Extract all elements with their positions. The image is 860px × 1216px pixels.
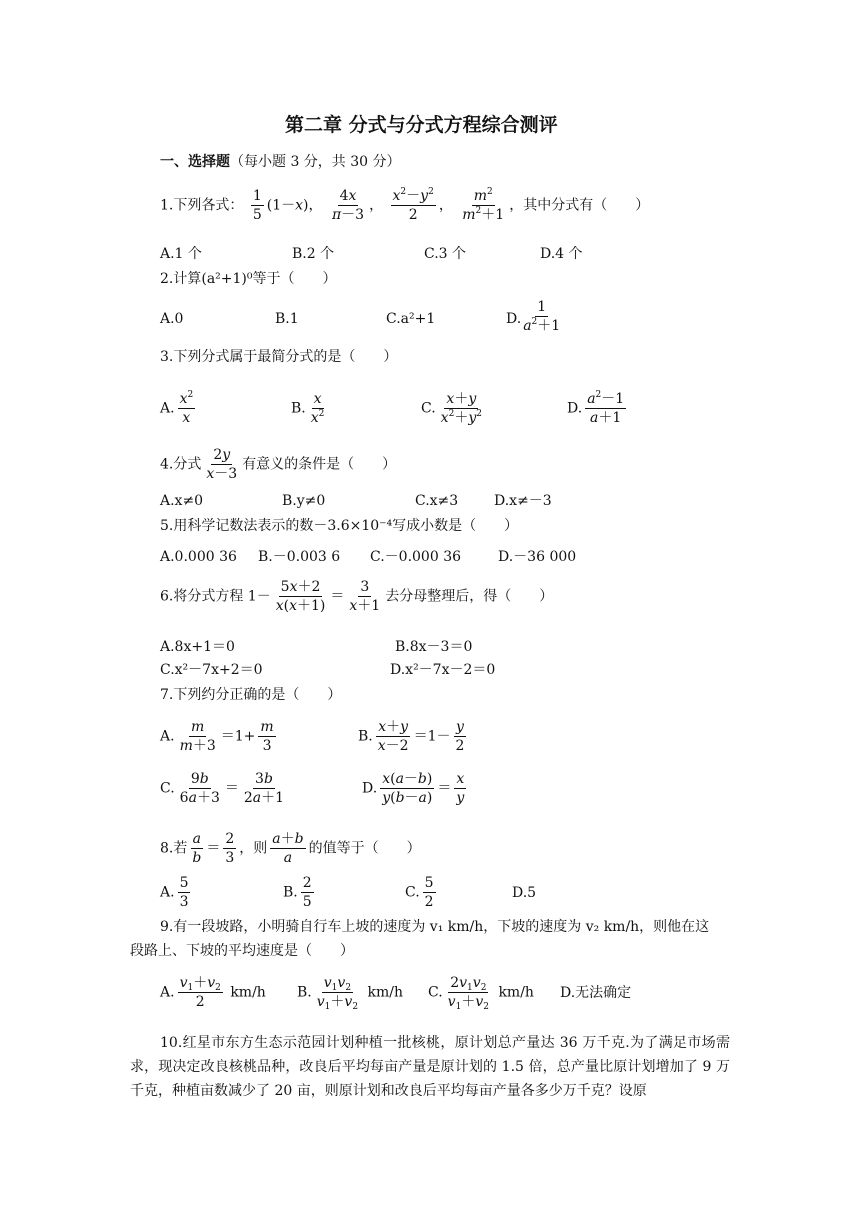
q6-stem-tail: 去分母整理后，得（ ） [385,588,554,605]
q6-option-b: B.8x－3＝0 [395,639,473,655]
fraction: $\frac{1}{a^2+1}$ [523,299,561,334]
fraction: $\frac{3b}{2a+1}$ [243,771,285,806]
unit-label: km/h [230,984,266,1001]
q1-option-c: C.3 个 [424,246,467,262]
section-heading [160,153,401,171]
question-5-stem: 5.用科学记数法表示的数－3.6×10⁻⁴写成小数是（ ） [160,518,519,534]
q5-option-c: C.－0.000 36 [370,549,462,565]
q4-stem-tail: 有意义的条件是（ ） [242,456,397,473]
q1-stem-text: 1.下列各式： [160,197,244,214]
q4-stem-text: 4.分式 [160,456,202,473]
fraction: $\frac{x^2}{x}$ [179,390,194,426]
fraction: $\frac{m^2}{m^2+1}$ [462,187,505,223]
q5-option-a: A.0.000 36 [160,549,237,565]
q8-stem-text: 8.若 [160,840,188,857]
q5-option-d: D.－36 000 [498,549,577,565]
fraction: $\frac{4x}{\pi-3}$ [331,188,365,223]
fraction: $\frac{9b}{6a+3}$ [179,771,220,806]
fraction: $\frac{x}{y}$ [456,771,465,806]
q9-option-c: C. $\frac{2v_1v_2}{v_1+v_2}$ km/h [428,975,534,1012]
q4-option-a: A.x≠0 [160,493,204,509]
fraction: $\frac{2v_1v_2}{v_1+v_2}$ [447,975,489,1012]
q1-option-d: D.4 个 [540,246,583,262]
q2-option-a: A.0 [160,311,184,327]
fraction: $\frac{x+y}{x-2}$ [377,719,409,754]
q3-option-c: C. $\frac{x+y}{x^2+y^2}$ [421,391,482,426]
q3-option-b: B. $\frac{x}{x^2}$ [291,391,325,426]
q4-option-b: B.y≠0 [282,493,326,509]
q7-option-d: D. $\frac{x(a-b)}{y(b-a)}$ ＝ $\frac{x}{y}$ [362,771,465,806]
fraction: $\frac{3}{x+1}$ [349,579,381,614]
question-10-text: 10.红星市东方生态示范园计划种植一批核桃，原计划总产量达 36 万千克.为了满足市场需求，现决定改良核桃品种，改良后平均每亩产量是原计划的 1.5 倍，总产量比原计划增加了 9 万千克，种植亩数减少了 20 亩，则原计划和改良后平均每亩产量各多少万千克？设原 [130,1035,730,1099]
q2-option-d-label: D. [506,311,522,327]
question-9-line1: 9.有一段坡路，小明骑自行车上坡的速度为 v₁ km/h，下坡的速度为 v₂ km/h，则他在这 [160,919,710,935]
q7-option-a: A. $\frac{m}{m+3}$ ＝1+ $\frac{m}{3}$ [160,719,274,754]
q6-option-d: D.x²－7x－2＝0 [390,662,496,678]
question-6-stem: 6.将分式方程 1－ $\frac{5x+2}{x(x+1)}$ ＝ $\frac{3}{x+1}$ 去分母整理后，得（ ） [160,579,554,614]
q1-option-b: B.2 个 [292,246,335,262]
q8-option-c: C. $\frac{5}{2}$ [405,875,434,910]
fraction: $\frac{a}{b}$ [192,831,202,866]
q4-option-c: C.x≠3 [415,493,459,509]
unit-label: km/h [367,984,404,1001]
question-9-line2: 段路上、下坡的平均速度是（ ） [130,943,354,959]
fraction: $\frac{2y}{x-3}$ [206,447,238,482]
fraction: $\frac{1}{5}$ [252,188,262,223]
fraction: $\frac{2}{5}$ [302,875,312,910]
q3-option-d: D. $\frac{a^2-1}{a+1}$ [567,390,625,426]
q6-option-a: A.8x+1＝0 [160,639,235,655]
q9-option-d: D.无法确定 [560,985,632,1001]
section-label: 一、选择题 [160,154,230,170]
fraction: $\frac{x}{x^2}$ [310,391,325,426]
fraction: $\frac{2}{3}$ [225,831,235,866]
fraction: $\frac{5}{2}$ [424,875,434,910]
q8-option-d: D.5 [512,885,537,901]
q8-option-b: B. $\frac{2}{5}$ [283,875,312,910]
q2-option-c: C.a²+1 [386,311,436,327]
fraction: $\frac{5}{3}$ [179,875,189,910]
question-8-stem: 8.若 $\frac{a}{b}$ ＝ $\frac{2}{3}$ ，则 $\frac{a+b}{a}$ 的值等于（ ） [160,831,421,866]
fraction: $\frac{a^2-1}{a+1}$ [587,390,625,426]
fraction: $\frac{x(a-b)}{y(b-a)}$ [382,771,433,806]
question-3-stem: 3.下列分式属于最简分式的是（ ） [160,349,398,365]
fraction: $\frac{y}{2}$ [455,719,465,754]
q3-option-a: A. $\frac{x^2}{x}$ [160,390,194,426]
fraction: $\frac{v_1+v_2}{2}$ [179,975,221,1010]
fraction: $\frac{x^2-y^2}{2}$ [392,187,434,223]
question-2-stem: 2.计算(a²+1)⁰等于（ ） [160,271,337,287]
q9-option-b: B. $\frac{v_1v_2}{v_1+v_2}$ km/h [297,975,404,1012]
question-4-stem [160,446,396,483]
page-title: 第二章 分式与分式方程综合测评 [285,114,558,136]
fraction: $\frac{v_1v_2}{v_1+v_2}$ [316,975,359,1012]
q9-option-a: A. $\frac{v_1+v_2}{2}$ km/h [160,975,266,1010]
fraction: $\frac{m}{m+3}$ [179,719,216,754]
fraction: $\frac{x+y}{x^2+y^2}$ [440,391,482,426]
question-7-stem: 7.下列约分正确的是（ ） [160,687,342,703]
q8-option-a: A. $\frac{5}{3}$ [160,875,189,910]
fraction: $\frac{a+b}{a}$ [272,831,304,866]
unit-label: km/h [498,984,534,1001]
fraction: $\frac{5x+2}{x(x+1)}$ [275,579,326,614]
fraction: $\frac{m}{3}$ [260,719,274,754]
q5-option-b: B.－0.003 6 [258,549,341,565]
q6-stem-text: 6.将分式方程 [160,588,244,605]
q7-option-b: B. $\frac{x+y}{x-2}$ ＝1－ $\frac{y}{2}$ [358,719,465,754]
q8-stem-tail: 的值等于（ ） [308,840,421,857]
q4-option-d: D.x≠－3 [494,493,552,509]
q7-option-c: C. $\frac{9b}{6a+3}$ ＝ $\frac{3b}{2a+1}$ [160,771,285,806]
q1-option-a: A.1 个 [160,246,202,262]
q2-option-b: B.1 [275,311,299,327]
q2-option-d [506,298,565,335]
section-note: （每小题 3 分，共 30 分） [230,154,401,170]
q6-option-c: C.x²－7x+2＝0 [160,662,263,678]
q1-stem-tail: ，其中分式有（ ） [509,197,650,214]
question-1-stem: 1.下列各式： $\frac{1}{5}$ (1－x)， $\frac{4x}{\pi-3}$ ， $\frac{x^2-y^2}{2}$ ， $\frac{m^2}{m^2+1}$ ，其中分式有（ ） [160,187,650,223]
q8-stem-mid: ，则 [239,840,268,857]
